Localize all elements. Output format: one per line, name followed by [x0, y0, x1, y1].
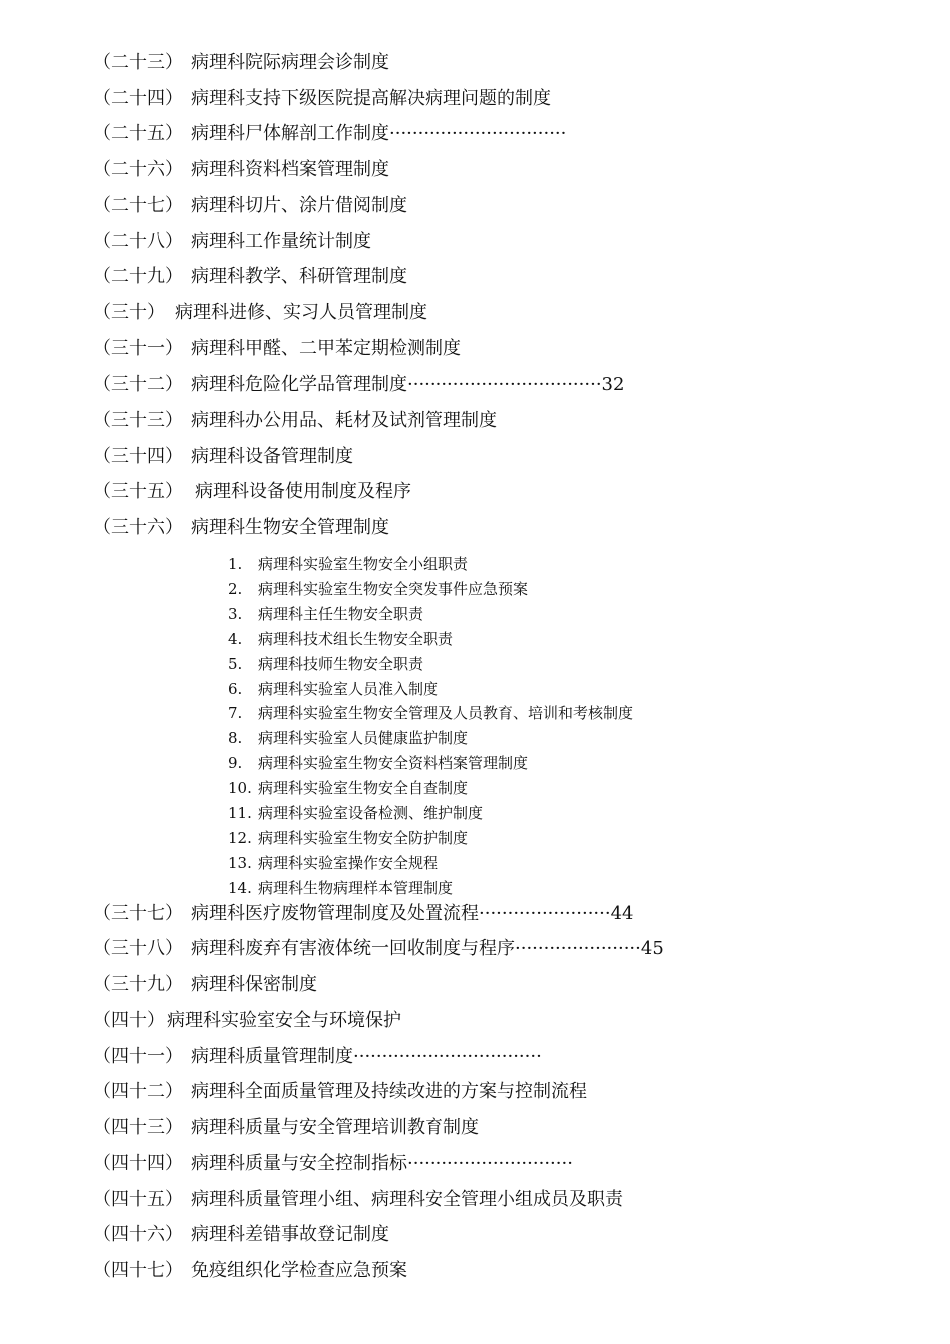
toc-title: 病理科设备管理制度 [191, 446, 353, 467]
toc-entry-40 [93, 1006, 401, 1036]
toc-number: （二十四） [93, 88, 183, 109]
toc-entry-31 [93, 334, 461, 364]
toc-number: （二十六） [93, 159, 183, 180]
toc-number: （四十二） [93, 1081, 183, 1102]
toc-title: 病理科质量管理制度 [191, 1046, 353, 1067]
toc-leader-dots: ································· [353, 1046, 542, 1067]
toc-title: 病理科资料档案管理制度 [191, 159, 389, 180]
toc-title: 病理科办公用品、耗材及试剂管理制度 [191, 410, 497, 431]
sub-item-title: 病理科主任生物安全职责 [258, 604, 424, 623]
toc-number: （四十） [93, 1010, 165, 1031]
toc-title: 病理科工作量统计制度 [191, 231, 371, 252]
sub-item-title: 病理科实验室设备检测、维护制度 [258, 804, 484, 823]
sub-item-index: 9. [228, 754, 243, 773]
sub-item-index: 2. [228, 579, 243, 598]
sub-list-item [228, 876, 633, 901]
toc-entry-38 [93, 934, 664, 964]
toc-entry-44 [93, 1149, 573, 1179]
toc-entry-32 [93, 370, 624, 400]
sub-item-title: 病理科实验室生物安全自查制度 [258, 779, 469, 798]
toc-entry-28 [93, 227, 371, 257]
toc-entry-30 [93, 298, 427, 328]
sub-item-title: 病理科实验室生物安全管理及人员教育、培训和考核制度 [258, 704, 634, 723]
toc-title: 病理科尸体解剖工作制度 [191, 123, 389, 144]
toc-title: 病理科生物安全管理制度 [191, 517, 389, 538]
toc-entry-26 [93, 155, 389, 185]
toc-title: 病理科医疗废物管理制度及处置流程 [191, 903, 479, 924]
toc-entry-42 [93, 1077, 587, 1107]
toc-title: 病理科设备使用制度及程序 [195, 481, 411, 502]
toc-number: （四十六） [93, 1224, 183, 1245]
toc-number: （三十四） [93, 446, 183, 467]
sub-list-item [228, 776, 633, 801]
sub-list-item [228, 627, 633, 652]
toc-number: （四十三） [93, 1117, 183, 1138]
sub-item-index: 13. [228, 853, 252, 872]
sub-item-index: 14. [228, 878, 252, 897]
toc-number: （三十八） [93, 938, 183, 959]
toc-entry-25 [93, 119, 566, 149]
sub-item-title: 病理科实验室操作安全规程 [258, 853, 439, 872]
toc-entry-24 [93, 84, 551, 114]
sub-item-index: 3. [228, 604, 243, 623]
sub-item-index: 10. [228, 779, 252, 798]
toc-number: （三十二） [93, 374, 183, 395]
toc-entry-43 [93, 1113, 479, 1143]
sub-item-index: 5. [228, 654, 243, 673]
toc-leader-dots: ·································· [407, 374, 602, 395]
toc-entry-39 [93, 970, 317, 1000]
toc-title: 病理科进修、实习人员管理制度 [175, 302, 427, 323]
sub-list-item [228, 652, 633, 677]
toc-title: 病理科教学、科研管理制度 [191, 266, 407, 287]
sub-item-index: 4. [228, 629, 243, 648]
sub-list-item [228, 726, 633, 751]
toc-number: （二十七） [93, 195, 183, 216]
sub-item-title: 病理科实验室人员准入制度 [258, 679, 439, 698]
toc-page-number: 45 [640, 938, 664, 959]
toc-page-number: 44 [610, 903, 634, 924]
toc-title: 病理科院际病理会诊制度 [191, 52, 389, 73]
toc-title: 病理科质量与安全管理培训教育制度 [191, 1117, 479, 1138]
sub-item-title: 病理科实验室生物安全资料档案管理制度 [258, 754, 529, 773]
toc-entry-27 [93, 191, 407, 221]
toc-number: （四十一） [93, 1046, 183, 1067]
sub-list-item [228, 602, 633, 627]
sub-item-index: 12. [228, 828, 252, 847]
toc-leader-dots: ······················ [515, 938, 641, 959]
toc-entry-37 [93, 899, 634, 929]
toc-entry-23 [93, 48, 389, 78]
toc-title: 病理科实验室安全与环境保护 [167, 1010, 401, 1031]
sub-item-title: 病理科生物病理样本管理制度 [258, 878, 454, 897]
toc-number: （三十三） [93, 410, 183, 431]
toc-page-number: 32 [601, 374, 625, 395]
toc-title: 病理科危险化学品管理制度 [191, 374, 407, 395]
toc-title: 病理科质量与安全控制指标 [191, 1153, 407, 1174]
toc-title: 病理科质量管理小组、病理科安全管理小组成员及职责 [191, 1189, 623, 1210]
sub-list-item [228, 701, 633, 726]
sub-item-title: 病理科实验室生物安全防护制度 [258, 828, 469, 847]
toc-title: 病理科差错事故登记制度 [191, 1224, 389, 1245]
toc-number: （二十九） [93, 266, 183, 287]
toc-number: （三十九） [93, 974, 183, 995]
sub-list-item [228, 826, 633, 851]
sub-list-item [228, 552, 633, 577]
biosafety-sub-list [228, 552, 633, 901]
toc-number: （三十一） [93, 338, 183, 359]
toc-title: 病理科支持下级医院提高解决病理问题的制度 [191, 88, 551, 109]
toc-title: 病理科废弃有害液体统一回收制度与程序 [191, 938, 515, 959]
toc-entry-36 [93, 513, 389, 543]
toc-number: （三十） [93, 302, 165, 323]
sub-item-title: 病理科实验室生物安全小组职责 [258, 555, 469, 573]
toc-number: （四十四） [93, 1153, 183, 1174]
sub-list-item [228, 851, 633, 876]
toc-entry-29 [93, 262, 407, 292]
toc-title: 病理科保密制度 [191, 974, 317, 995]
toc-leader-dots: ······························· [389, 123, 567, 144]
toc-number: （二十八） [93, 231, 183, 252]
toc-entry-33 [93, 406, 497, 436]
sub-item-index: 7. [228, 704, 243, 723]
toc-entry-46 [93, 1220, 389, 1250]
toc-number: （三十七） [93, 903, 183, 924]
toc-number: （三十六） [93, 517, 183, 538]
sub-item-index: 8. [228, 729, 243, 748]
sub-item-index: 11. [228, 804, 252, 823]
toc-number: （二十五） [93, 123, 183, 144]
toc-number: （三十五） [93, 481, 183, 502]
sub-list-item [228, 751, 633, 776]
sub-item-title: 病理科技术组长生物安全职责 [258, 629, 454, 648]
toc-number: （四十五） [93, 1189, 183, 1210]
sub-item-title: 病理科技师生物安全职责 [258, 654, 424, 673]
toc-title: 免疫组织化学检查应急预案 [191, 1260, 407, 1281]
toc-entry-47 [93, 1256, 407, 1286]
toc-entry-41 [93, 1042, 542, 1072]
toc-leader-dots: ····························· [407, 1153, 573, 1174]
toc-number: （二十三） [93, 52, 183, 73]
toc-entry-35 [93, 477, 411, 507]
sub-item-title: 病理科实验室生物安全突发事件应急预案 [258, 579, 529, 598]
toc-leader-dots: ······················· [479, 903, 611, 924]
sub-list-item [228, 577, 633, 602]
sub-item-title: 病理科实验室人员健康监护制度 [258, 729, 469, 748]
sub-item-index: 1. [228, 555, 243, 573]
sub-list-item [228, 801, 633, 826]
toc-entry-45 [93, 1185, 623, 1215]
toc-title: 病理科全面质量管理及持续改进的方案与控制流程 [191, 1081, 587, 1102]
toc-title: 病理科甲醛、二甲苯定期检测制度 [191, 338, 461, 359]
sub-item-index: 6. [228, 679, 243, 698]
toc-number: （四十七） [93, 1260, 183, 1281]
toc-entry-34 [93, 442, 353, 472]
sub-list-item [228, 677, 633, 702]
toc-title: 病理科切片、涂片借阅制度 [191, 195, 407, 216]
